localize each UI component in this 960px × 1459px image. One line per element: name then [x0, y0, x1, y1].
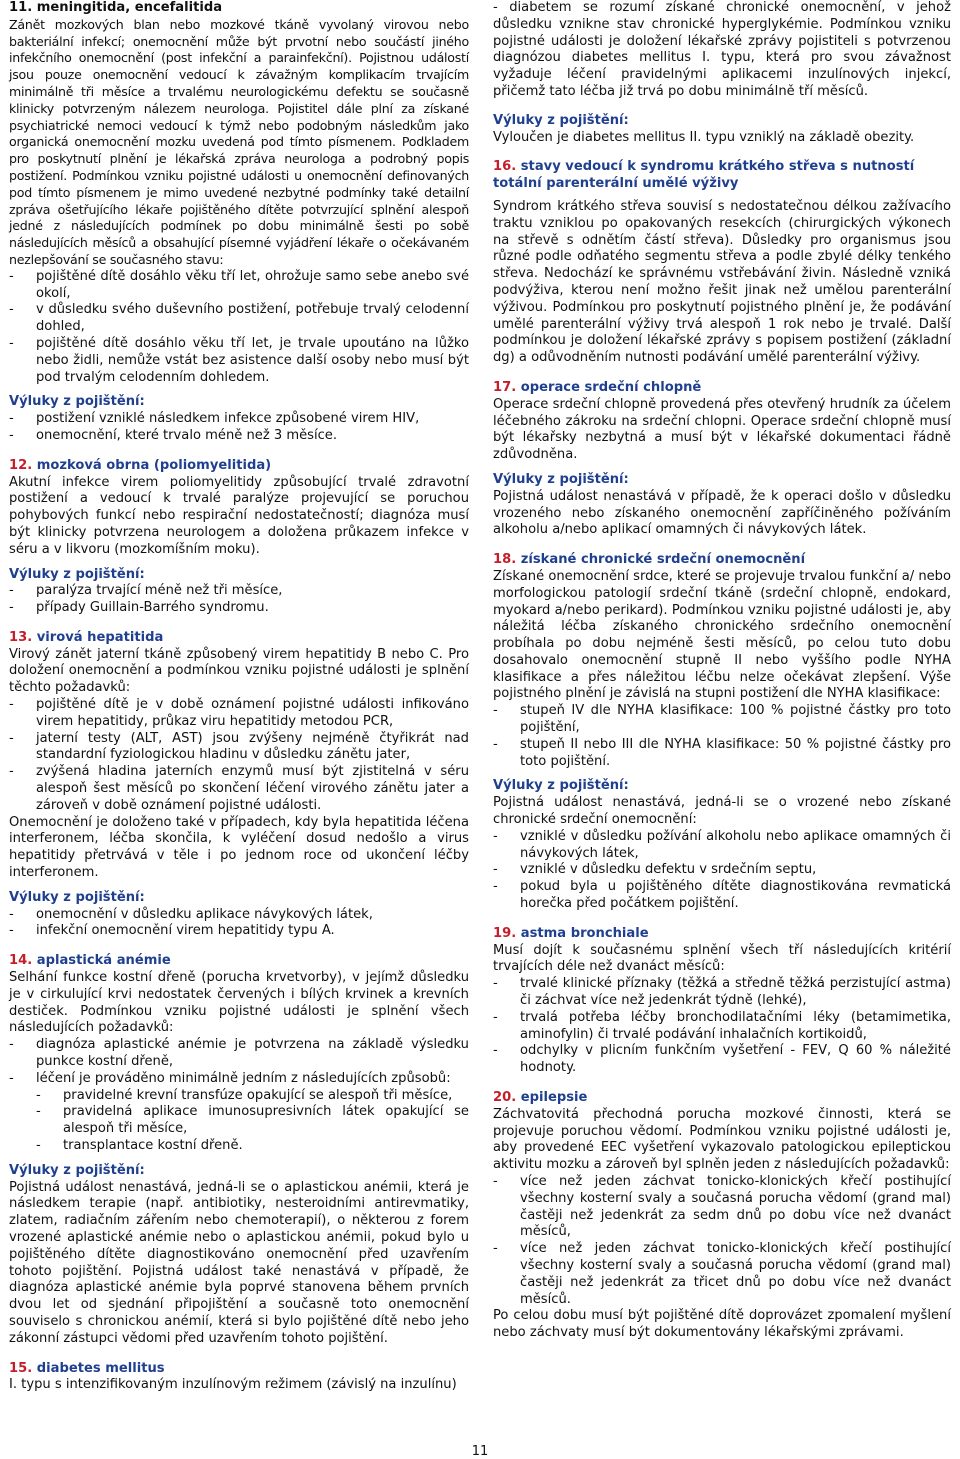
list-item: - vzniklé v důsledku požívání alkoholu nebo aplikace omamných či návykových látek, [493, 829, 951, 863]
exclusions-heading: Výluky z pojištění: [9, 394, 145, 410]
section-text-2: Po celou dobu musí být pojištěné dítě doprovázet zpomalení myšlení nebo záchvaty musí být dokumentovány lékařskými zprávami. [493, 1308, 951, 1341]
section-14 [9, 953, 469, 1347]
section-title: astma bronchiale [520, 925, 649, 941]
left-column [9, 0, 469, 1394]
section-17 [493, 380, 951, 539]
exclusions-text: Pojistná událost nenastává, jedná-li se o aplastickou anémii, která je následkem terapie (např. antibiotiky, nesteroidními antirevmatiky, zlatem, radiačním zářením nebo chemoterapií), o některou z forem vrozené aplastické anémie nebo o aplastickou anémii, pokud bylo u pojištěného dítěte diagnostikováno onemocnění před uzavřením tohoto pojištění. Pojistná událost také nenastává v případě, že diagnóza aplastické anémie byla poprvé stanovena během prvních dvou let od sjednání připojištění a současně toto onemocnění souviselo s chronickou anémií, která si bylo pojištěné dítě nebo jeho zákonní zástupci vědomi před uzavřením tohoto pojištění. [9, 1179, 469, 1346]
list-item: - pravidelné krevní transfúze opakující se alespoň tři měsíce, [36, 1088, 469, 1105]
list-item: - paralýza trvající méně než tři měsíce, [9, 583, 469, 600]
list-item: - pravidelná aplikace imunosupresivních látek opakující se alespoň tři měsíce, [36, 1104, 469, 1138]
section-19 [493, 926, 951, 1077]
section-list [493, 1174, 951, 1308]
section-text: Virový zánět jaterní tkáně způsobený virem hepatitidy B nebo C. Pro doložení onemocnění a podmínkou vzniku pojistné události je splnění těchto požadavků: [9, 646, 469, 696]
section-text: Získané onemocnění srdce, které se projevuje trvalou funkční a/ nebo morfologickou patologií srdeční tkáně (srdeční chlopně, endokard, myokard a/nebo perikard). Podmínkou vzniku pojistné události je, aby náležitá léčba získaného chronického srdečního onemocnění probíhala po dobu nejméně šesti měsíců, po celou tuto dobu dosahovalo onemocnění stupně II nebo vyššího podle NYHA klasifikace a přes náležitou léčbu nelze očekávat zlepšení. Výše pojistného plnění je závislá na stupni postižení dle NYHA klasifikace: [493, 568, 951, 702]
section-list [493, 976, 951, 1077]
section-12 [9, 458, 469, 617]
section-list [9, 697, 469, 815]
section-text: Musí dojít k současnému splnění všech tří následujících kritérií trvajících déle než dvanáct měsíců: [493, 942, 951, 975]
section-number: 17. [493, 379, 517, 395]
exclusions-heading: Výluky z pojištění: [9, 566, 145, 582]
section-number: 13. [9, 629, 33, 645]
exclusions-list [9, 411, 469, 445]
section-title: aplastická anémie [36, 953, 171, 969]
list-item: - vzniklé v důsledku defektu v srdečním septu, [493, 862, 951, 879]
section-text: - diabetem se rozumí získané chronické onemocnění, v jehož důsledku vznikne stav chronické hyperglykémie. Podmínkou vzniku pojistné události je doložení lékařské zprávy pojistiteli s potvrzenou diagnózou diabetes mellitus I. typu, která pro svou závažnost vyžaduje léčení pravidelnými aplikacemi inzulínových injekcí, přičemž tato léčba již trvá po dobu minimálně tří měsíců. [493, 0, 951, 99]
exclusions-heading: Výluky z pojištění: [9, 1162, 145, 1178]
list-item: - léčení je prováděno minimálně jedním z následujících způsobů: [9, 1071, 469, 1088]
list-item: - jaterní testy (ALT, AST) jsou zvýšeny nejméně čtyřikrát nad standardní fyziologickou hladinu v důsledku zánětu jater, [9, 731, 469, 765]
list-item: - více než jeden záchvat tonicko-klonických křečí postihující všechny kosterní svaly a současná porucha vědomí (grand mal) častěji než jedenkrát za třicet dnů po dobu více než dvanáct měsíců. [493, 1241, 951, 1308]
section-text: Selhání funkce kostní dřeně (porucha krvetvorby), v jejímž důsledku je v cirkulující krvi nedostatek červených i bílých krvinek a krevních destiček. Podmínkou vzniku pojistné události je splnění všech následujících požadavků: [9, 970, 469, 1036]
list-item: - onemocnění v důsledku aplikace návykových látek, [9, 907, 469, 924]
section-title: stavy vedoucí k syndromu krátkého střeva s nutností totální parenterální umělé výživy [493, 159, 915, 192]
section-20 [493, 1090, 951, 1342]
exclusions-intro: Pojistná událost nenastává, jedná-li se o vrozené nebo získané chronické srdeční onemocnění: [493, 795, 951, 828]
section-15-continued [493, 0, 951, 146]
section-title: virová hepatitida [36, 629, 164, 645]
exclusions-heading: Výluky z pojištění: [9, 889, 145, 905]
list-item: - zvýšená hladina jaterních enzymů musí být zjistitelná v séru alespoň šest měsíců po skončení léčení virového zánětu jater a zároveň v době oznámení pojistné události. [9, 764, 469, 814]
exclusions-heading: Výluky z pojištění: [493, 471, 629, 487]
section-11-title: 11. meningitida, encefalitida [9, 0, 223, 15]
section-list [9, 1037, 469, 1087]
section-text: I. typu s intenzifikovaným inzulínovým režimem (závislý na inzulínu) [9, 1377, 457, 1393]
section-text-2: Onemocnění je doloženo také v případech, kdy byla hepatitida léčena interferonem, léčba skončila, k vyléčení dosud nedošlo a virus hepatitidy přetrvává v těle i po jednom roce od ukončení léčby interferonem. [9, 814, 469, 881]
list-item: - postižení vzniklé následkem infekce způsobené virem HIV, [9, 411, 469, 428]
section-18 [493, 552, 951, 913]
section-title: epilepsie [520, 1090, 588, 1106]
list-item: - infekční onemocnění virem hepatitidy typu A. [9, 923, 469, 940]
list-item: - pojištěné dítě dosáhlo věku tří let, je trvale upoutáno na lůžko nebo židli, nemůže vstát bez asistence další osoby nebo musí být pod trvalým celodenním dohledem. [9, 336, 469, 386]
list-item: - trvalé klinické příznaky (těžká a středně těžká perzistující astma) či záchvat více než jedenkrát týdně (lehké), [493, 976, 951, 1010]
list-item: - stupeň II nebo III dle NYHA klasifikace: 50 % pojistné částky pro toto pojištění. [493, 737, 951, 771]
list-item: - onemocnění, které trvalo méně než 3 měsíce. [9, 428, 469, 445]
right-column [493, 0, 951, 1342]
exclusions-list [9, 583, 469, 617]
exclusions-list [493, 829, 951, 913]
list-item: - pojištěné dítě dosáhlo věku tří let, ohrožuje samo sebe anebo své okolí, [9, 269, 469, 303]
exclusions-heading: Výluky z pojištění: [493, 778, 629, 794]
exclusions-list [9, 907, 469, 941]
list-item: - transplantace kostní dřeně. [36, 1138, 469, 1155]
section-text: Akutní infekce virem poliomyelitidy způsobující trvalé zdravotní postižení a vedoucí k trvalé paralýze projevující se poruchou pohybových funkcí nebo respirační nedostatečností; diagnóza musí být klinicky potvrzena neurologem a doložena průkazem infekce v séru a v likvoru (mozkomíšním moku). [9, 474, 469, 557]
section-number: 12. [9, 457, 33, 473]
section-text: Operace srdeční chlopně provedená přes otevřený hrudník za účelem léčebného zákroku na srdeční chlopni. Operace srdeční chlopně musí být lékařsky nezbytná a musí být v lékařské dokumentaci řádně zdůvodněna. [493, 396, 951, 463]
section-list [493, 703, 951, 770]
section-11-text: Zánět mozkových blan nebo mozkové tkáně vyvolaný virovou nebo bakteriální infekcí; onemocnění může být prvotní nebo součástí jiného infekčního onemocnění (post infekční a parainfekční). Pojistnou událostí jsou pouze onemocnění vedoucí k závažným komplikacím trvajícím minimálně tři měsíce a trvalému neurologickému defektu se současně klinicky potvrzeným nálezem neurologa. Pojistitel dále plní za získané psychiatrické nemoci vedoucí k týmž nebo podobným následkům jako organická onemocnění mozku uvedená pod tímto písmenem. Podkladem pro poskytnutí plnění je lékařská zpráva neurologa a podrobný popis postižení. Podmínkou vzniku pojistné události u onemocnění definovaných pod tímto písmenem je mimo uvedené nezbytné podmínky také detailní zpráva ošetřujícího lékaře pojištěného dítěte potvrzující splnění alespoň jedné z následujících podmínek po dobu minimálně šesti po sobě následujících měsíců a obsahující písemné vyjádření lékaře o očekávaném nezlepšování se současného stavu: [9, 16, 469, 267]
section-text: Záchvatovitá přechodná porucha mozkové činnosti, která se projevuje poruchou vědomí. Podmínkou vzniku pojistné události je, aby provedené EEC vyšetření vykazovalo patologickou epileptickou aktivitu mozku a zároveň byl splněn jeden z následujících požadavků: [493, 1106, 951, 1173]
section-11-list [9, 269, 469, 387]
section-number: 20. [493, 1090, 517, 1106]
section-title: operace srdeční chlopně [520, 379, 702, 395]
section-number: 18. [493, 552, 517, 568]
list-item: - případy Guillain-Barrého syndromu. [9, 600, 469, 617]
list-item: - odchylky v plicním funkčním vyšetření - FEV, Q 60 % náležité hodnoty. [493, 1043, 951, 1077]
section-title: mozková obrna (poliomyelitida) [36, 457, 272, 473]
list-item: - stupeň IV dle NYHA klasifikace: 100 % pojistné částky pro toto pojištění, [493, 703, 951, 737]
list-item: - pokud byla u pojištěného dítěte diagnostikována revmatická horečka před počátkem pojištění. [493, 879, 951, 913]
section-number: 14. [9, 953, 33, 969]
section-number: 15. [9, 1360, 33, 1376]
section-title: získané chronické srdeční onemocnění [520, 552, 806, 568]
section-16 [493, 159, 951, 367]
section-number: 16. [493, 159, 517, 175]
section-11 [9, 0, 469, 445]
list-item: - v důsledku svého duševního postižení, potřebuje trvalý celodenní dohled, [9, 302, 469, 336]
section-title: diabetes mellitus [36, 1360, 165, 1376]
exclusions-text: Pojistná událost nenastává v případě, že k operaci došlo v důsledku vrozeného nebo získaného onemocnění zapříčiněného požíváním alkoholu a/nebo aplikací omamných či návykových látek. [493, 488, 951, 538]
list-item: - diagnóza aplastické anémie je potvrzena na základě výsledku punkce kostní dřeně, [9, 1037, 469, 1071]
list-item: - trvalá potřeba léčby bronchodilatačními léky (betamimetika, aminofylin) či trvalé podávání inhalačních kortikoidů, [493, 1010, 951, 1044]
section-sublist [36, 1088, 469, 1155]
list-item: - pojištěné dítě je v době oznámení pojistné události infikováno virem hepatitidy, průkaz viru hepatitidy metodou PCR, [9, 697, 469, 731]
exclusions-heading: Výluky z pojištění: [493, 112, 629, 128]
section-13 [9, 630, 469, 940]
page-number: 11 [471, 1444, 489, 1459]
section-text: Syndrom krátkého střeva souvisí s nedostatečnou délkou zažívacího traktu vzniklou po opakovaných resekcích (chirurgických výkonech na střevě s odnětím částí střeva). Důsledky pro organismus jsou různé podle odňatého segmentu střeva a podle zbylé délky tenkého střeva. Nedochází ke správnému vstřebávání živin. Následně vzniká podvýživa, kterou není možno řešit jinak než umělou parenterální výživou. Podmínkou pro poskytnutí pojistného plnění je, že podávání umělé parenterální výživy trvá alespoň 1 rok nebo je trvalé. Další podmínkou je doložení lékařské zprávy s popisem postižení (základní dg) a odůvodněním nutnosti podávání umělé parenterální výživy. [493, 198, 951, 366]
list-item: - více než jeden záchvat tonicko-klonických křečí postihující všechny kosterní svaly a současná porucha vědomí (grand mal) častěji než jedenkrát za sedm dnů po dobu více než dvanáct měsíců, [493, 1174, 951, 1241]
exclusions-text: Vyloučen je diabetes mellitus II. typu vzniklý na základě obezity. [493, 129, 915, 145]
section-15 [9, 1361, 469, 1395]
section-number: 19. [493, 925, 517, 941]
